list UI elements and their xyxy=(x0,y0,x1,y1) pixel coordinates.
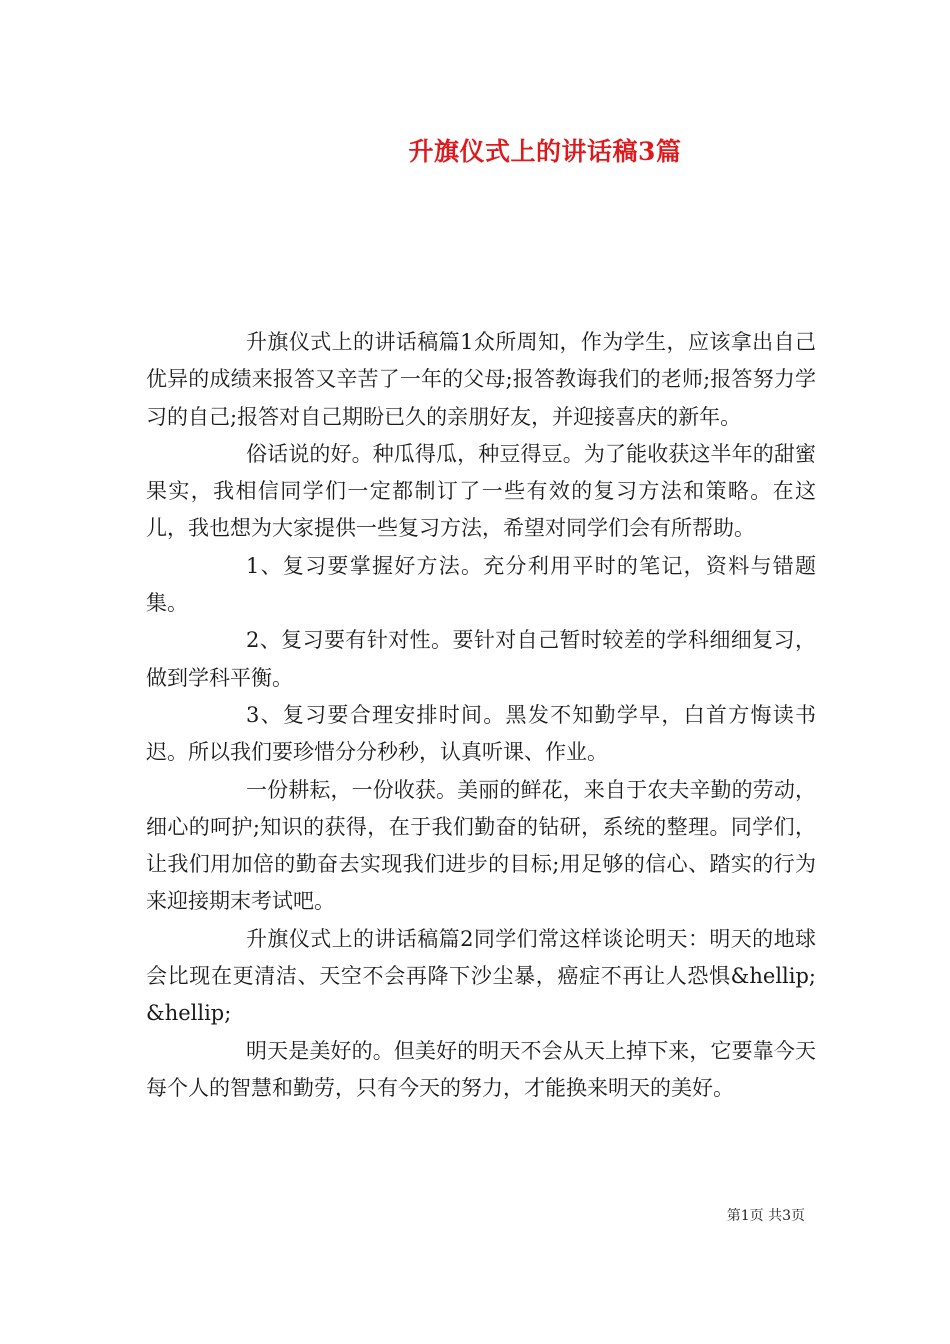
paragraph: 3、复习要合理安排时间。黑发不知勤学早，白首方悔读书迟。所以我们要珍惜分分秒秒，认真听课、作业。 xyxy=(146,702,816,765)
paragraph: 明天是美好的。但美好的明天不会从天上掉下来，它要靠今天每个人的智慧和勤劳，只有今天的努力，才能换来明天的美好。 xyxy=(146,1038,816,1100)
paragraph: 1、复习要掌握好方法。充分利用平时的笔记，资料与错题集。 xyxy=(146,553,816,616)
paragraph: 一份耕耘，一份收获。美丽的鲜花，来自于农夫辛勤的劳动，细心的呵护;知识的获得，在于我们勤奋的钻研，系统的整理。同学们，让我们用加倍的勤奋去实现我们进步的目标;用足够的信心、踏实的行为来迎接期末考试吧。 xyxy=(146,777,816,914)
paragraph: 2、复习要有针对性。要针对自己暂时较差的学科细细复习，做到学科平衡。 xyxy=(146,628,816,690)
paragraph: 升旗仪式上的讲话稿篇1众所周知，作为学生，应该拿出自己优异的成绩来报答又辛苦了一年的父母;报答教诲我们的老师;报答努力学习的自己;报答对自己期盼已久的亲朋好友，并迎接喜庆的新年。 xyxy=(146,330,816,429)
document-body xyxy=(146,324,816,1107)
document-title: 升旗仪式上的讲话稿3篇 xyxy=(408,137,682,166)
page-number-footer: 第1页 共3页 xyxy=(726,1208,805,1224)
paragraph: 俗话说的好。种瓜得瓜，种豆得豆。为了能收获这半年的甜蜜果实，我相信同学们一定都制订了一些有效的复习方法和策略。在这儿，我也想为大家提供一些复习方法，希望对同学们会有所帮助。 xyxy=(146,441,816,541)
paragraph: 升旗仪式上的讲话稿篇2同学们常这样谈论明天：明天的地球会比现在更清洁、天空不会再降下沙尘暴，癌症不再让人恐惧&hellip;&hellip; xyxy=(146,926,816,1026)
